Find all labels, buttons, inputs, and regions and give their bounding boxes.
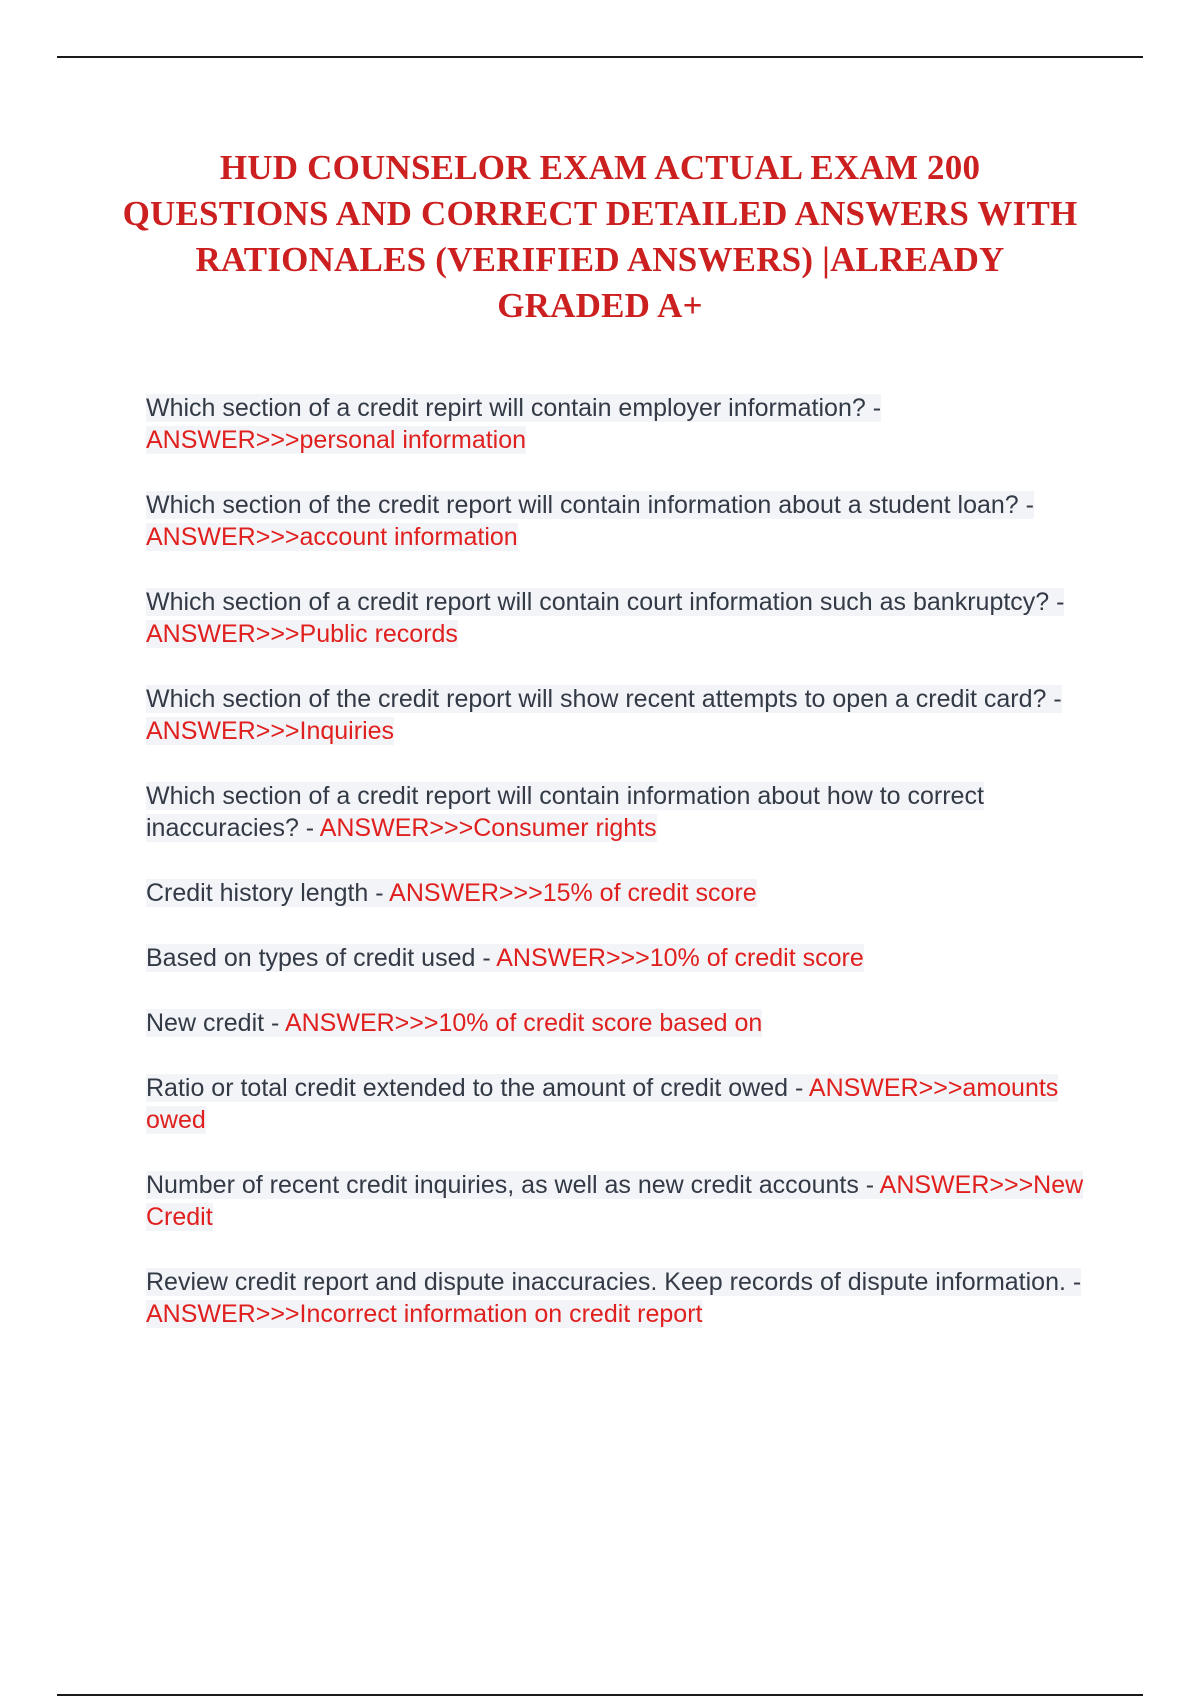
question-text: Number of recent credit inquiries, as well as new credit accounts - (146, 1171, 880, 1199)
question-text: Which section of a credit repirt will contain employer information? - (146, 394, 882, 422)
qa-item (146, 489, 1096, 553)
qa-item (146, 1266, 1096, 1330)
question-text: Which section of the credit report will show recent attempts to open a credit card? - (146, 685, 1062, 713)
answer-text: ANSWER>>>10% of credit score based on (284, 1009, 763, 1037)
question-text: Which section of the credit report will contain information about a student loan? - (146, 491, 1034, 519)
answer-text: ANSWER>>>10% of credit score (496, 944, 864, 972)
question-text: New credit - (146, 1009, 285, 1037)
qa-item (146, 1169, 1096, 1233)
question-text: Ratio or total credit extended to the amount of credit owed - (146, 1074, 809, 1102)
answer-text: ANSWER>>>Consumer rights (319, 814, 657, 842)
qa-item (146, 586, 1096, 650)
answer-text: ANSWER>>>account information (146, 523, 518, 551)
qa-item (146, 683, 1096, 747)
document-title: HUD COUNSELOR EXAM ACTUAL EXAM 200 QUESTIONS AND CORRECT DETAILED ANSWERS WITH RATIONALES (VERIFIED ANSWERS) |ALREADY GRADED A+ (122, 148, 1078, 325)
question-text: Credit history length - (146, 879, 390, 907)
qa-item (146, 780, 1096, 844)
answer-text: ANSWER>>>personal information (146, 426, 527, 454)
qa-item (146, 1072, 1096, 1136)
answer-text: ANSWER>>>Incorrect information on credit report (146, 1300, 703, 1328)
answer-text: ANSWER>>>New Credit (146, 1171, 1084, 1231)
qa-item (146, 877, 1096, 909)
answer-text: ANSWER>>>Inquiries (146, 717, 395, 745)
qa-item (146, 942, 1096, 974)
qa-item (146, 1007, 1096, 1039)
top-rule (57, 56, 1143, 58)
qa-list (146, 392, 1096, 1363)
question-text: Review credit report and dispute inaccuracies. Keep records of dispute information. - (146, 1268, 1082, 1296)
bottom-rule (57, 1694, 1143, 1696)
question-text: Which section of a credit report will contain court information such as bankruptcy? - (146, 588, 1065, 616)
question-text: Which section of a credit report will contain information about how to correct inaccuracies? - (146, 782, 984, 842)
answer-text: ANSWER>>>Public records (146, 620, 458, 648)
qa-item (146, 392, 1096, 456)
answer-text: ANSWER>>>15% of credit score (389, 879, 757, 907)
question-text: Based on types of credit used - (146, 944, 497, 972)
answer-text: ANSWER>>>amounts owed (146, 1074, 1059, 1134)
